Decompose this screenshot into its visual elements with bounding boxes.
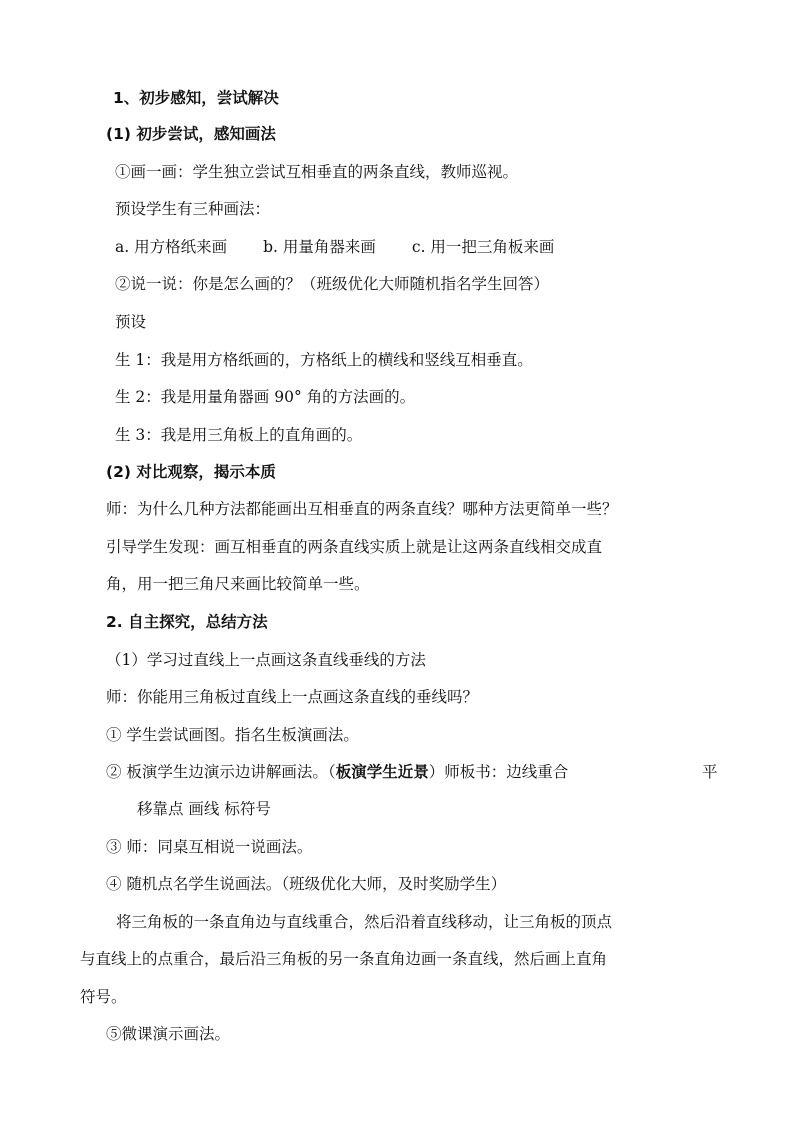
student-answer-1: 生 1：我是用方格纸画的，方格纸上的横线和竖线互相垂直。 <box>115 351 533 369</box>
step-5: ⑤微课演示画法。 <box>106 1025 231 1043</box>
methods-line <box>115 235 554 259</box>
student-answer-2: 生 2：我是用量角器画 90° 角的方法画的。 <box>115 388 416 406</box>
step-4: ④ 随机点名学生说画法。（班级优化大师，及时奖励学生） <box>106 875 507 893</box>
subsection-heading-2-1: （1）学习过直线上一点画这条直线垂线的方法 <box>106 651 426 669</box>
paragraph-preset: 预设 <box>115 313 147 331</box>
section-heading-2: 2. 自主探究，总结方法 <box>106 613 268 631</box>
student-answer-3: 生 3：我是用三角板上的直角画的。 <box>115 426 363 444</box>
teacher-question: 师：为什么几种方法都能画出互相垂直的两条直线？哪种方法更简单一些？ <box>106 500 618 518</box>
paragraph-draw: ①画一画：学生独立尝试互相垂直的两条直线，教师巡视。 <box>115 163 519 181</box>
method-a: a. 用方格纸来画 <box>115 238 228 256</box>
method-b: b. 用量角器来画 <box>263 238 376 256</box>
subsection-heading-1-1: (1) 初步尝试，感知画法 <box>106 125 276 143</box>
method-paragraph-line-1: 将三角板的一条直角边与直线重合，然后沿着直线移动，让三角板的顶点 <box>116 913 613 931</box>
guide-line-2: 角，用一把三角尺来画比较简单一些。 <box>106 575 370 593</box>
step-1: ① 学生尝试画图。指名生板演画法。 <box>106 726 359 744</box>
subsection-heading-1-2: (2) 对比观察，揭示本质 <box>106 463 276 481</box>
step-2-bold: 板演学生近景 <box>335 763 429 781</box>
method-c: c. 用一把三角板来画 <box>411 238 555 256</box>
teacher-question-2: 师：你能用三角板过直线上一点画这条直线的垂线吗？ <box>106 688 479 706</box>
step-2-text-b: ）师板书：边线重合 <box>428 763 569 781</box>
method-paragraph-line-2: 与直线上的点重合，最后沿三角板的另一条直角边画一条直线，然后画上直角 <box>80 950 608 968</box>
step-2-text-c: 平 <box>702 763 718 781</box>
guide-line-1: 引导学生发现：画互相垂直的两条直线实质上就是让这两条直线相交成直 <box>106 538 603 556</box>
paragraph-say: ②说一说：你是怎么画的？（班级优化大师随机指名学生回答） <box>115 275 550 293</box>
step-2-text-a: ② 板演学生边演示边讲解画法。（ <box>106 763 336 781</box>
step-2-line-2: 移靠点 画线 标符号 <box>137 800 271 818</box>
section-heading-1: 1、初步感知，尝试解决 <box>113 89 279 107</box>
step-2 <box>106 760 568 784</box>
method-paragraph-line-3: 符号。 <box>80 988 127 1006</box>
paragraph-preset-methods: 预设学生有三种画法： <box>115 200 271 218</box>
step-3: ③ 师：同桌互相说一说画法。 <box>106 838 313 856</box>
